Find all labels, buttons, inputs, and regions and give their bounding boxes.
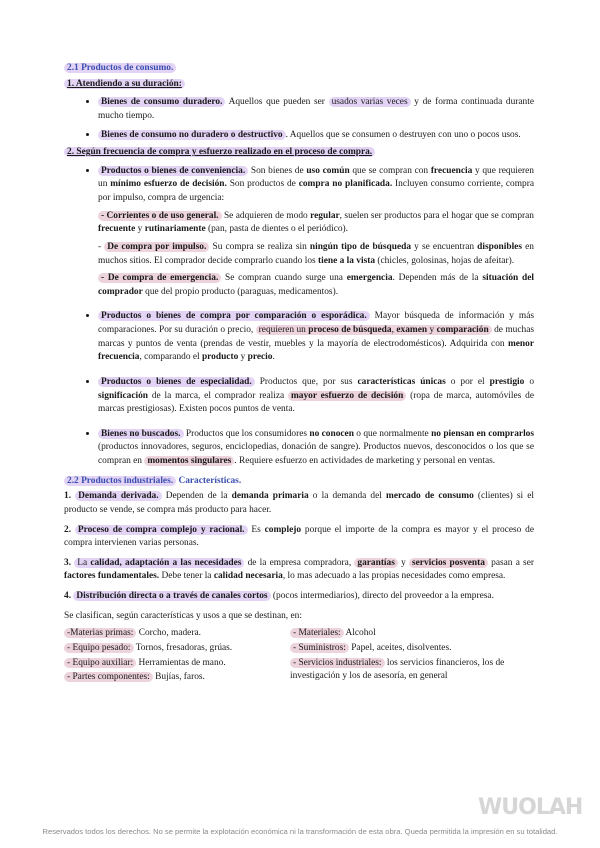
wuolah-logo: WUOLAH xyxy=(478,795,583,820)
subsection-duration: 1. Atendiendo a su duración: xyxy=(64,78,534,92)
list-item: • Bienes de consumo duradero. Aquellos que pueden ser usados varias veces y de forma continuada durante mucho tiempo. xyxy=(98,95,534,123)
paragraph-demanda: 1. Demanda derivada. Dependen de la demanda primaria o la demanda del mercado de consumo (clientes) si el producto se vende, se compra más producto para hacer. xyxy=(64,491,535,515)
paragraph-impulso: - De compra por impulso. Su compra se realiza sin ningún tipo de búsqueda y se encuentran disponibles en muchos sitios. El comprador decide comprarlo cuando los tiene a la vista (chicles, golosinas, hojas de afeitar). xyxy=(98,241,534,266)
document-body xyxy=(64,62,534,686)
product-types-list xyxy=(64,309,534,468)
section-title-2-1: 2.1 Productos de consumo. xyxy=(64,62,534,76)
subsection-frequency: 2. Según frecuencia de compra y esfuerzo realizado en el proceso de compra. xyxy=(64,146,534,160)
section-title-2-2: 2.2 Productos industriales. Características. xyxy=(64,475,534,489)
list-item: • Productos o bienes de conveniencia. Son bienes de uso común que se compran con frecuencia y que requieren un mínimo esfuerzo de decisión. Son productos de compra no planificada. Incluyen consumo corriente, compra por impulso, compra de urgencia: xyxy=(98,164,534,206)
list-item: - Materiales: Alcohol xyxy=(290,627,520,641)
paragraph-distribucion: 4. Distribución directa o a través de canales cortos (pocos intermediarios), directo del proveedor a la empresa. xyxy=(64,591,494,601)
list-item: - Partes componentes: Bujías, faros. xyxy=(64,671,274,685)
paragraph-calidad: 3. La calidad, adaptación a las necesidades de la empresa compradora, garantías y servicios posventa pasan a ser factores fundamentales. Debe tener la calidad necesaria, lo mas adecuado a las propias necesidades como empresa. xyxy=(64,557,534,582)
frequency-list xyxy=(64,164,534,206)
duration-list xyxy=(64,95,534,142)
paragraph-emergencia: - De compra de emergencia. Se compran cuando surge una emergencia. Dependen más de la situación del comprador que del propio producto (paraguas, medicamentos). xyxy=(98,273,534,297)
list-item: -Materias primas: Corcho, madera. xyxy=(64,627,274,641)
classification-left xyxy=(64,627,274,686)
list-item: • Bienes no buscados. Productos que los consumidores no conocen o que normalmente no piensan en comprarlos (productos innovadores, seguros, enciclopedias, donación de sangre). Productos nuevos, desconocidos o los que se compran en momentos singulares . Requiere esfuerzo en actividades de marketing y personal en ventas. xyxy=(98,427,534,469)
classification-right xyxy=(290,627,520,686)
paragraph-corrientes: - Corrientes o de uso general. Se adquieren de modo regular, suelen ser productos para el hogar que se compran frecuente y rutinariamente (pan, pasta de dientes o el periódico). xyxy=(98,210,534,235)
copyright-footer: Reservados todos los derechos. No se permite la explotación económica ni la transformación de esta obra. Queda permitida la impresión en su totalidad. xyxy=(42,827,558,836)
list-item: - Equipo auxiliar: Herramientas de mano. xyxy=(64,657,274,671)
paragraph-clasificacion: Se clasifican, según características y usos a que se destinan, en: xyxy=(64,610,302,621)
list-item: - Servicios industriales: los servicios financieros, los de investigación y los de asesoría, en general xyxy=(290,657,505,682)
list-item: • Productos o bienes de especialidad. Productos que, por sus características únicas o por el prestigio o significación de la marca, el comprador realiza mayor esfuerzo de decisión (ropa de marca, automóviles de marcas prestigiosas). Existen pocos puntos de venta. xyxy=(98,375,534,417)
classification-columns xyxy=(64,627,534,686)
paragraph-proceso: 2. Proceso de compra complejo y racional. Es complejo porque el importe de la compra es mayor y el proceso de compra intervienen varias personas. xyxy=(64,524,535,549)
list-item: • Bienes de consumo no duradero o destructivo . Aquellos que se consumen o destruyen con uno o pocos usos. xyxy=(98,128,534,143)
list-item: - Equipo pesado: Tornos, fresadoras, grúas. xyxy=(64,642,274,656)
list-item: - Suministros: Papel, aceites, disolventes. xyxy=(290,642,520,656)
list-item: • Productos o bienes de compra por comparación o esporádica. Mayor búsqueda de información y más comparaciones. Por su duración o precio, requieren un proceso de búsqueda, examen y comparación de muchas marcas y puntos de venta (prendas de vestir, muebles y la mayoría de electrodomésticos). Adquirida con menor frecuencia, comparando el producto y precio. xyxy=(98,309,534,365)
